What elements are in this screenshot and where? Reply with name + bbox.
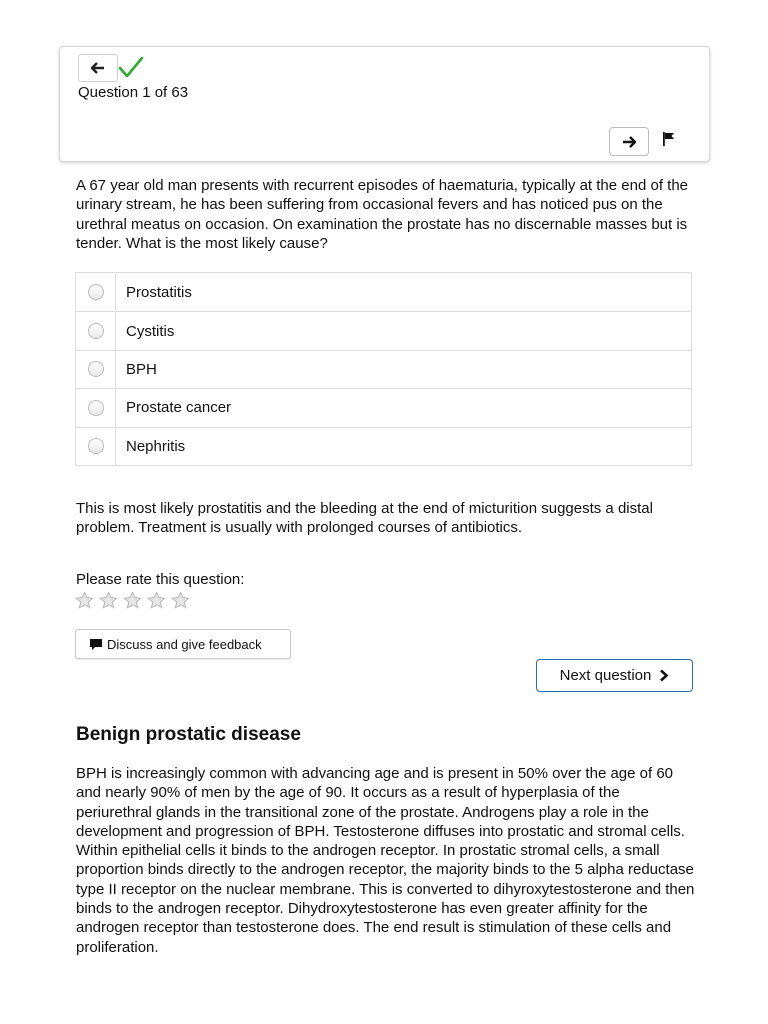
option-row[interactable]	[76, 311, 691, 349]
option-label: Prostatitis	[126, 283, 192, 301]
answer-options	[75, 272, 692, 466]
option-label: BPH	[126, 360, 157, 378]
answer-explanation: This is most likely prostatitis and the bleeding at the end of micturition suggests a distal problem. Treatment is usually with prolonged courses of antibiotics.	[76, 500, 653, 537]
star-icon[interactable]	[147, 591, 166, 610]
rating-label: Please rate this question:	[76, 571, 245, 588]
check-icon	[118, 55, 144, 79]
topic-body: BPH is increasingly common with advancing age and is present in 50% over the age of 60 and nearly 90% of men by the age of 90. It occurs as a result of hyperplasia of the periurethral glands in the transitional zone of the prostate. Androgens play a role in the development and progression of BPH. Testosterone diffuses into prostatic and stromal cells. Within epithelial cells it binds to the androgen receptor. In prostatic stromal cells, a small proportion binds directly to the androgen receptor, the majority binds to the 5 alpha reductase type II receptor on the nuclear membrane. This is converted to dihyroxytestosterone and then binds to the androgen receptor. Dihydroxytestosterone has even greater affinity for the androgen receptor than testosterone does. The end result is stimulation of these cells and proliferation.	[76, 765, 695, 956]
star-icon[interactable]	[123, 591, 142, 610]
topic-title: Benign prostatic disease	[76, 724, 301, 745]
radio-button[interactable]	[88, 361, 104, 377]
star-icon[interactable]	[99, 591, 118, 610]
comment-icon	[89, 638, 103, 651]
arrow-right-icon	[622, 136, 636, 148]
radio-button[interactable]	[88, 438, 104, 454]
option-label: Cystitis	[126, 322, 175, 340]
radio-button[interactable]	[88, 323, 104, 339]
option-label: Prostate cancer	[126, 399, 232, 417]
next-question-button[interactable]	[536, 659, 693, 692]
option-row[interactable]	[76, 388, 691, 426]
next-question-label: Next question	[559, 667, 652, 684]
radio-button[interactable]	[88, 400, 104, 416]
arrow-left-icon	[91, 62, 105, 74]
radio-button[interactable]	[88, 284, 104, 300]
option-row[interactable]	[76, 273, 691, 311]
star-icon[interactable]	[75, 591, 94, 610]
star-rating	[75, 591, 190, 610]
back-button[interactable]	[78, 54, 118, 82]
option-row[interactable]	[76, 427, 691, 465]
question-counter: Question 1 of 63	[78, 84, 189, 101]
chevron-right-icon	[659, 669, 669, 682]
discuss-feedback-button[interactable]	[75, 629, 291, 659]
star-icon[interactable]	[171, 591, 190, 610]
question-header-card	[59, 46, 710, 162]
flag-icon[interactable]	[661, 131, 677, 147]
option-label: Nephritis	[126, 437, 186, 455]
option-row[interactable]	[76, 350, 691, 388]
discuss-label: Discuss and give feedback	[107, 636, 262, 652]
next-arrow-button[interactable]	[609, 127, 649, 156]
question-stem: A 67 year old man presents with recurrent episodes of haematuria, typically at the end of the urinary stream, he has been suffering from occasional fevers and has noticed pus on the urethral meatus on occasion. On examination the prostate has no discernable masses but is tender. What is the most likely cause?	[76, 177, 689, 253]
